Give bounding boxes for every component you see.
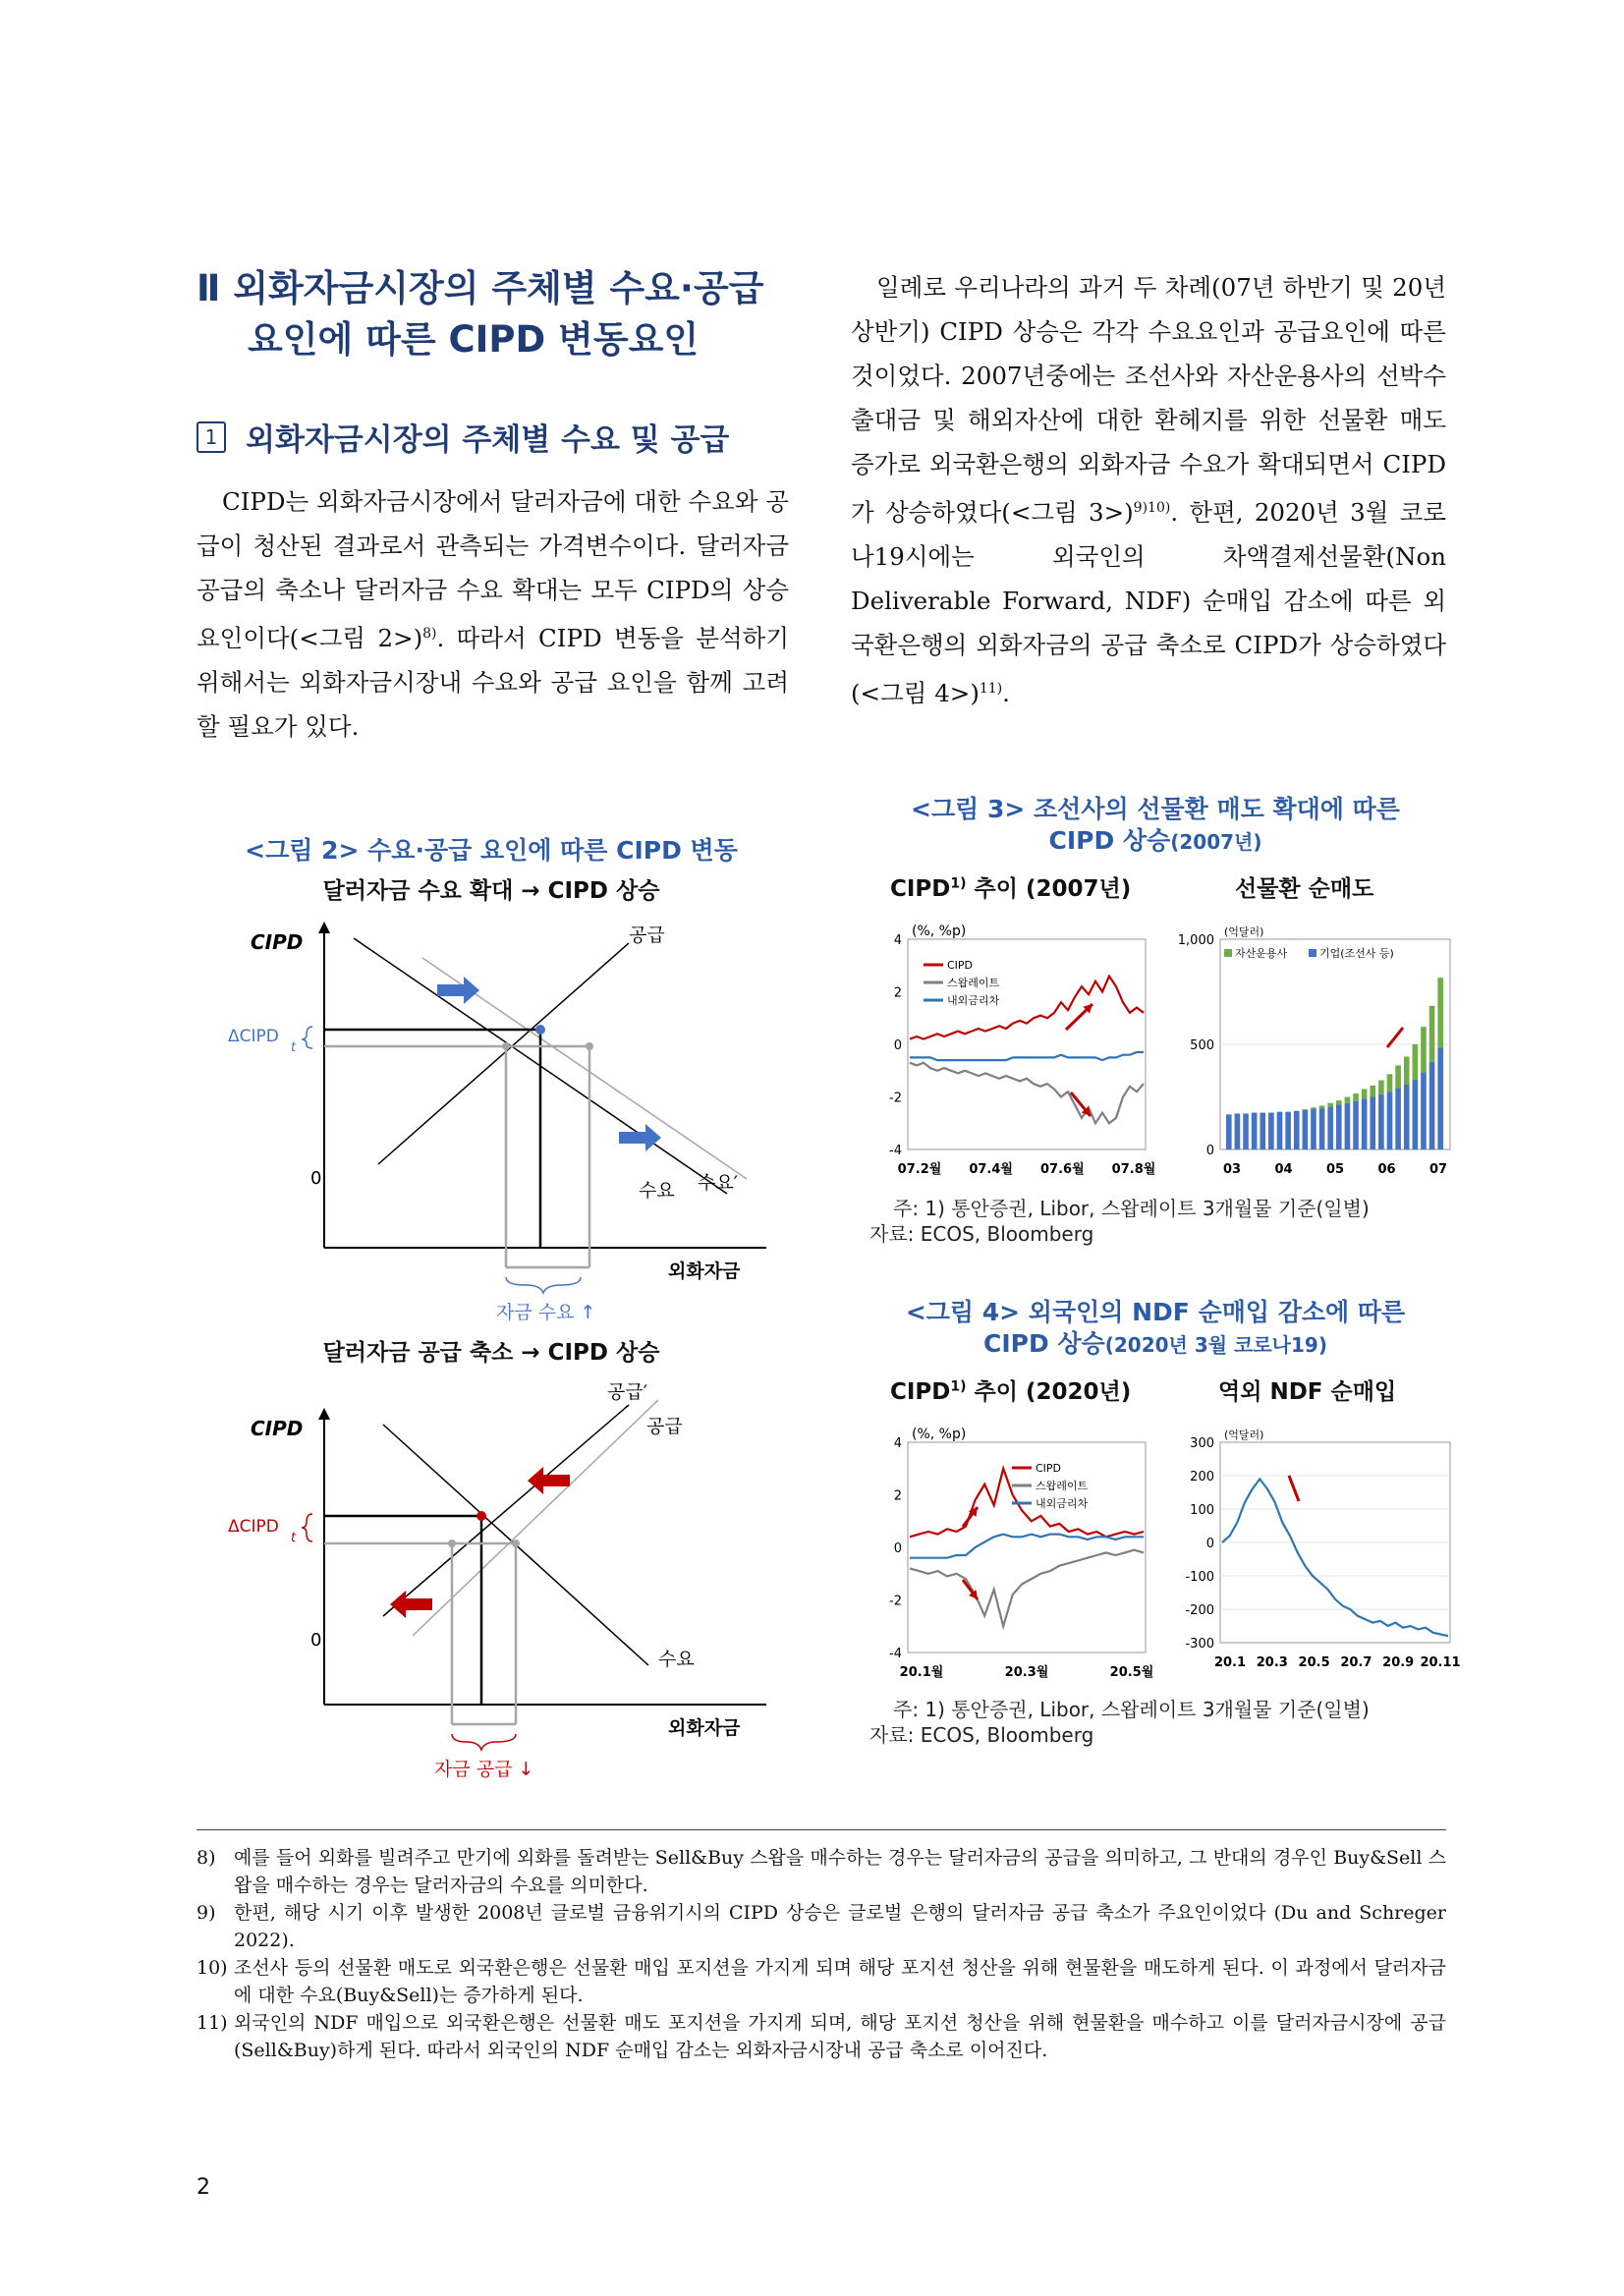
y-tick-label: 100 bbox=[1190, 1503, 1214, 1518]
x-axis-label: 외화자금 bbox=[668, 1717, 741, 1739]
demand-label: 수요 bbox=[639, 1180, 675, 1202]
bar-segment bbox=[1429, 1006, 1435, 1062]
figure2-top-diagram bbox=[216, 914, 776, 1326]
bar-segment bbox=[1277, 1112, 1283, 1149]
y-tick-label: 0 bbox=[893, 1038, 902, 1053]
bar-segment bbox=[1429, 1062, 1435, 1149]
bar-segment bbox=[1387, 1092, 1393, 1149]
bar-segment bbox=[1362, 1098, 1368, 1149]
bar-segment bbox=[1285, 1112, 1291, 1149]
plot-frame bbox=[908, 939, 1146, 1149]
unit-label: (억달러) bbox=[1224, 1428, 1264, 1441]
footnote-10 bbox=[196, 1954, 1446, 2009]
bar-segment bbox=[1404, 1085, 1410, 1149]
y-tick-label: 2 bbox=[893, 985, 902, 1001]
bar-segment bbox=[1252, 1113, 1258, 1149]
legend-label: 스왑레이트 bbox=[1036, 1480, 1089, 1492]
footnote-ref-9-10: 9)10) bbox=[1133, 500, 1171, 516]
old-point-1 bbox=[448, 1540, 456, 1547]
bar-segment bbox=[1336, 1100, 1342, 1104]
right-paragraph-text-1: 일례로 우리나라의 과거 두 차례(07년 하반기 및 20년 상반기) CIPD 상승은 각각 수요요인과 공급요인에 따른 것이었다. 2007년중에는 조선사와 자산운용사의 선박수출대금 및 해외자산에 대한 환헤지를 위한 선물환 매도 증가로 외국환은행의 외화자금 수요가 확대되면서 CIPD가 상승하였다(<그림 3>) bbox=[851, 273, 1446, 528]
footnote-text: 조선사 등의 선물환 매도로 외국환은행은 선물환 매입 포지션을 가지게 되며 해당 포지션 청산을 위해 현물환을 매도하게 된다. 이 과정에서 달러자금에 대한 수요(Buy&Sell)는 증가하게 된다. bbox=[234, 1957, 1446, 2006]
subsection-heading bbox=[196, 415, 786, 459]
figure3-notes bbox=[869, 1196, 1459, 1247]
left-paragraph-text-1: CIPD는 외화자금시장에서 달러자금에 대한 수요와 공급이 청산된 결과로서 관측되는 가격변수이다. 달러자금 공급의 축소나 달러자금 수요 확대는 모두 CIPD의 상승요인이다(<그림 2>) bbox=[196, 487, 789, 653]
trend-arrow-0 bbox=[1289, 1476, 1299, 1501]
shift-left-arrow-bottom bbox=[390, 1591, 432, 1618]
subsection-number: 1 bbox=[196, 421, 226, 453]
bar-segment bbox=[1437, 978, 1443, 1047]
right-paragraph-text-2: . 한편, 2020년 3월 코로나19시에는 외국인의 차액결제선물환(Non Deliverable Forward, NDF) 순매입 감소에 따른 외국환은행의 외화자금의 공급 축소로 CIPD가 상승하였다(<그림 4>) bbox=[851, 498, 1446, 708]
y-tick-label: 0 bbox=[1205, 1537, 1214, 1551]
legend-swatch bbox=[1224, 949, 1232, 957]
figure4-ndf-line-chart bbox=[1169, 1417, 1461, 1692]
y-tick-label: -200 bbox=[1185, 1603, 1214, 1618]
y-tick-label: 500 bbox=[1190, 1038, 1214, 1053]
bar-segment bbox=[1327, 1106, 1333, 1149]
bar-segment bbox=[1319, 1108, 1325, 1149]
x-tick-label: 20.5월 bbox=[1109, 1665, 1154, 1680]
left-paragraph bbox=[196, 479, 789, 749]
bar-segment bbox=[1226, 1114, 1232, 1149]
figure4-cipd-line-chart bbox=[865, 1417, 1154, 1692]
x-tick-label: 20.9 bbox=[1382, 1655, 1415, 1670]
supply-label: 공급 bbox=[629, 924, 665, 946]
x-tick-label: 07.8월 bbox=[1111, 1162, 1156, 1177]
bar-segment bbox=[1311, 1109, 1316, 1149]
bar-segment bbox=[1353, 1101, 1359, 1149]
bar-segment bbox=[1395, 1089, 1401, 1149]
figure2-title: <그림 2> 수요·공급 요인에 따른 CIPD 변동 bbox=[245, 836, 738, 865]
bar-segment bbox=[1268, 1113, 1274, 1149]
x-tick-label: 20.3월 bbox=[1004, 1665, 1049, 1680]
series-line-1 bbox=[910, 1063, 1144, 1124]
figure4-source: 자료: ECOS, Bloomberg bbox=[869, 1723, 1094, 1747]
y-axis-arrow bbox=[318, 922, 330, 933]
supply-prime-label: 공급′ bbox=[607, 1381, 648, 1403]
legend-label: CIPD bbox=[1036, 1462, 1062, 1475]
x-tick-label: 20.1월 bbox=[899, 1665, 944, 1680]
legend-swatch bbox=[1309, 949, 1316, 957]
y-tick-label: 0 bbox=[1205, 1144, 1214, 1158]
x-tick-label: 20.1 bbox=[1213, 1655, 1247, 1670]
figure4-right-panel-title: 역외 NDF 순매입 bbox=[1218, 1379, 1397, 1405]
y-tick-label: -100 bbox=[1185, 1570, 1214, 1585]
footnote-number: 10) bbox=[196, 1957, 228, 1979]
delta-sub: t bbox=[291, 1531, 297, 1545]
x-tick-label: 06 bbox=[1377, 1162, 1396, 1177]
figure4-notes bbox=[869, 1697, 1459, 1748]
delta-bracket bbox=[302, 1027, 312, 1048]
series-line-0 bbox=[1222, 1479, 1448, 1636]
x-axis-label: 외화자금 bbox=[668, 1260, 741, 1282]
old-point-2 bbox=[512, 1540, 520, 1547]
series-line-0 bbox=[910, 977, 1144, 1039]
figure4-note-1: 주: 1) 통안증권, Libor, 스왑레이트 3개월물 기준(일별) bbox=[893, 1698, 1370, 1721]
demand-prime-label: 수요′ bbox=[698, 1172, 739, 1194]
bar-segment bbox=[1370, 1097, 1375, 1150]
footnote-number: 9) bbox=[196, 1902, 216, 1924]
bottom-note: 자금 수요 ↑ bbox=[496, 1302, 596, 1323]
x-tick-label: 04 bbox=[1274, 1162, 1293, 1177]
panel-title-rest: 추이 (2007년) bbox=[966, 876, 1132, 902]
footnote-number: 11) bbox=[196, 2012, 228, 2034]
bar-segment bbox=[1235, 1113, 1241, 1149]
figure3-cipd-line-chart bbox=[865, 914, 1156, 1189]
figure4-title bbox=[851, 1297, 1460, 1361]
panel-title-main: CIPD bbox=[890, 1379, 951, 1405]
delta-sub: t bbox=[291, 1040, 297, 1055]
left-paragraph-text-2: . 따라서 CIPD 변동을 분석하기 위해서는 외화자금시장내 수요와 공급 요인을 함께 고려할 필요가 있다. bbox=[196, 624, 789, 742]
legend-label: 기업(조선사 등) bbox=[1319, 947, 1394, 960]
legend-label: CIPD bbox=[947, 959, 974, 972]
unit-label: (%, %p) bbox=[912, 924, 967, 939]
bar-segment bbox=[1362, 1089, 1368, 1098]
delta-label: ΔCIPD bbox=[228, 1517, 279, 1537]
bar-segment bbox=[1353, 1093, 1359, 1101]
y-tick-label: -4 bbox=[889, 1647, 902, 1661]
delta-label: ΔCIPD bbox=[228, 1027, 279, 1046]
footnote-text: 외국인의 NDF 매입으로 외국환은행은 선물환 매도 포지션을 가지게 되며, 해당 포지션 청산을 위해 현물환을 매수하고 이를 달러자금시장에 공급(Sell&Buy)하게 된다. 따라서 외국인의 NDF 순매입 감소는 외화자금시장내 공급 축소로 이어진다. bbox=[234, 2012, 1446, 2061]
figure3-title-line2: CIPD 상승 bbox=[1048, 826, 1171, 855]
figure3-title-line1: <그림 3> 조선사의 선물환 매도 확대에 따른 bbox=[911, 795, 1400, 823]
figure2-bottom-diagram bbox=[216, 1371, 776, 1780]
series-line-2 bbox=[910, 1052, 1144, 1060]
bar-segment bbox=[1421, 1027, 1427, 1072]
x-tick-label: 07.2월 bbox=[897, 1162, 942, 1177]
bottom-note: 자금 공급 ↓ bbox=[434, 1759, 534, 1780]
bottom-bracket bbox=[506, 1277, 581, 1293]
right-paragraph bbox=[851, 265, 1446, 715]
y-tick-label: 300 bbox=[1190, 1436, 1214, 1451]
new-equilibrium-point bbox=[476, 1511, 486, 1521]
panel-title-sup: 1) bbox=[950, 1378, 967, 1395]
legend-label: 내외금리차 bbox=[1036, 1497, 1089, 1510]
footnotes bbox=[196, 1829, 1446, 2064]
x-tick-label: 03 bbox=[1222, 1162, 1242, 1177]
footnote-8 bbox=[196, 1844, 1446, 1899]
figure2-top-panel-title: 달러자금 수요 확대 → CIPD 상승 bbox=[322, 878, 660, 904]
footnote-text: 한편, 해당 시기 이후 발생한 2008년 글로벌 금융위기시의 CIPD 상승은 글로벌 은행의 달러자금 공급 축소가 주요인이었다 (Du and Schreger 2022). bbox=[234, 1902, 1446, 1951]
y-tick-label: 2 bbox=[893, 1488, 902, 1504]
new-equilibrium-point bbox=[535, 1025, 545, 1035]
y-tick-label: 200 bbox=[1190, 1470, 1214, 1484]
y-axis-label: CIPD bbox=[251, 1417, 304, 1440]
y-tick-label: 4 bbox=[893, 933, 902, 948]
figure3-note-1: 주: 1) 통안증권, Libor, 스왑레이트 3개월물 기준(일별) bbox=[893, 1197, 1370, 1220]
bar-segment bbox=[1387, 1074, 1393, 1092]
delta-bracket bbox=[302, 1514, 312, 1541]
bar-segment bbox=[1378, 1081, 1384, 1094]
figure3-title bbox=[851, 794, 1460, 858]
bar-segment bbox=[1327, 1103, 1333, 1107]
bar-segment bbox=[1378, 1094, 1384, 1149]
figure4-title-line2: CIPD 상승 bbox=[983, 1329, 1105, 1358]
bar-segment bbox=[1303, 1109, 1309, 1110]
bar-segment bbox=[1294, 1111, 1300, 1149]
panel-title-main: CIPD bbox=[890, 876, 951, 902]
bar-segment bbox=[1395, 1065, 1401, 1088]
unit-label: (%, %p) bbox=[912, 1427, 967, 1442]
figure3-title-suffix: (2007년) bbox=[1170, 830, 1262, 854]
y-tick-label: 0 bbox=[893, 1541, 902, 1556]
bar-segment bbox=[1336, 1105, 1342, 1149]
x-tick-label: 07.6월 bbox=[1040, 1162, 1085, 1177]
figure4-title-suffix: (2020년 3월 코로나19) bbox=[1104, 1333, 1327, 1357]
shift-right-arrow-bottom bbox=[619, 1124, 661, 1151]
figure3-left-panel-title bbox=[890, 870, 1131, 903]
footnote-9 bbox=[196, 1899, 1446, 1954]
legend-label: 자산운용사 bbox=[1235, 947, 1288, 960]
y-tick-label: -300 bbox=[1185, 1637, 1214, 1652]
y-tick-label: -4 bbox=[889, 1144, 902, 1158]
legend-label: 내외금리차 bbox=[947, 994, 1000, 1007]
bar-segment bbox=[1311, 1107, 1316, 1109]
figure3-source: 자료: ECOS, Bloomberg bbox=[869, 1222, 1094, 1246]
supply-label: 공급 bbox=[646, 1416, 683, 1437]
bar-segment bbox=[1404, 1056, 1410, 1085]
bar-segment bbox=[1421, 1073, 1427, 1149]
origin-label: 0 bbox=[310, 1168, 322, 1189]
panel-title-rest: 추이 (2020년) bbox=[966, 1379, 1132, 1405]
x-tick-label: 07 bbox=[1428, 1162, 1448, 1177]
y-axis-arrow bbox=[318, 1408, 330, 1420]
old-point-2 bbox=[586, 1042, 593, 1050]
unit-label: (억달러) bbox=[1224, 925, 1264, 938]
section-title-line1: Ⅱ 외화자금시장의 주체별 수요·공급 bbox=[196, 267, 764, 309]
x-tick-label: 20.7 bbox=[1340, 1655, 1372, 1670]
section-title bbox=[196, 263, 786, 365]
y-tick-label: -2 bbox=[889, 1091, 902, 1106]
page-number: 2 bbox=[196, 2175, 210, 2200]
figure4-title-line1: <그림 4> 외국인의 NDF 순매입 감소에 따른 bbox=[905, 1298, 1406, 1326]
bar-segment bbox=[1413, 1080, 1419, 1149]
bottom-bracket bbox=[452, 1734, 516, 1750]
section-title-line2: 요인에 따른 CIPD 변동요인 bbox=[248, 318, 700, 361]
footnote-11 bbox=[196, 2009, 1446, 2064]
right-paragraph-text-3: . bbox=[1002, 679, 1010, 708]
subsection-title: 외화자금시장의 주체별 수요 및 공급 bbox=[246, 422, 730, 458]
footnote-ref-8: 8) bbox=[422, 626, 437, 642]
x-tick-label: 20.3 bbox=[1256, 1655, 1288, 1670]
panel-title-sup: 1) bbox=[950, 875, 967, 892]
supply-curve bbox=[383, 1405, 629, 1616]
figure2-bottom-panel-title: 달러자금 공급 축소 → CIPD 상승 bbox=[322, 1340, 660, 1366]
y-tick-label: 4 bbox=[893, 1436, 902, 1451]
figure3-forward-sales-bar-chart bbox=[1169, 914, 1454, 1189]
x-tick-label: 07.4월 bbox=[969, 1162, 1013, 1177]
demand-label: 수요 bbox=[658, 1649, 695, 1670]
bar-segment bbox=[1319, 1105, 1325, 1108]
origin-label: 0 bbox=[310, 1630, 322, 1651]
y-axis-label: CIPD bbox=[251, 930, 304, 954]
bar-segment bbox=[1370, 1086, 1375, 1097]
footnote-number: 8) bbox=[196, 1847, 216, 1869]
plot-frame bbox=[908, 1442, 1146, 1652]
bar-segment bbox=[1260, 1113, 1265, 1149]
figure3-right-panel-title: 선물환 순매도 bbox=[1235, 876, 1374, 902]
bar-segment bbox=[1243, 1113, 1249, 1149]
x-tick-label: 05 bbox=[1325, 1162, 1345, 1177]
bar-segment bbox=[1345, 1103, 1351, 1149]
series-line-1 bbox=[910, 1550, 1144, 1627]
y-tick-label: -2 bbox=[889, 1594, 902, 1609]
bar-segment bbox=[1303, 1110, 1309, 1149]
footnote-ref-11: 11) bbox=[979, 681, 1003, 698]
x-tick-label: 20.5 bbox=[1298, 1655, 1330, 1670]
bar-segment bbox=[1413, 1044, 1419, 1080]
old-point-1 bbox=[502, 1042, 510, 1050]
supply-old-curve bbox=[413, 1400, 658, 1636]
footnote-text: 예를 들어 외화를 빌려주고 만기에 외화를 돌려받는 Sell&Buy 스왑을 매수하는 경우는 달러자금의 공급을 의미하고, 그 반대의 경우인 Buy&Sell 스왑을 매수하는 경우는 달러자금의 수요를 의미한다. bbox=[234, 1847, 1446, 1896]
bar-segment bbox=[1345, 1097, 1351, 1103]
x-tick-label: 20.11 bbox=[1420, 1655, 1461, 1670]
supply-curve bbox=[378, 943, 629, 1164]
legend-label: 스왑레이트 bbox=[947, 977, 1000, 989]
y-tick-label: 1,000 bbox=[1177, 933, 1214, 948]
bar-segment bbox=[1437, 1048, 1443, 1149]
figure4-left-panel-title bbox=[890, 1373, 1131, 1406]
